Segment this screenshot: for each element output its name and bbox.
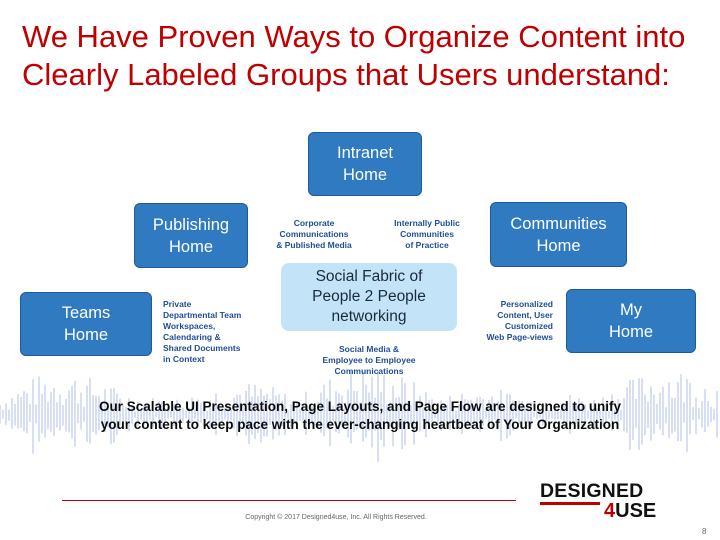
note-private-line: Workspaces, [163, 321, 216, 331]
logo-use: USE [615, 500, 657, 522]
note-social-media [305, 344, 433, 377]
note-private-line: Calendaring & [163, 332, 221, 342]
publishing-line-1: Publishing [152, 215, 230, 234]
note-social-media-line: Social Media & [339, 344, 399, 354]
teams-line-1: Teams [61, 304, 111, 322]
social-line-3: networking [331, 308, 407, 325]
publishing-home-box [134, 203, 248, 268]
slide-title [22, 18, 712, 94]
logo-word-4use [604, 500, 656, 523]
note-personalized-line: Personalized [500, 299, 553, 309]
note-personalized-line: Content, User [497, 310, 553, 320]
note-internally-line: Communities [400, 229, 454, 239]
tagline-line-2: your content to keep pace with the ever-changing heartbeat of Your Organization [100, 417, 620, 432]
page-number: 8 [702, 527, 707, 536]
social-line-1: Social Fabric of [315, 268, 423, 285]
note-private [163, 299, 263, 365]
note-internally-public [375, 218, 479, 251]
publishing-line-2: Home [168, 237, 213, 256]
communities-home-box [490, 202, 627, 267]
my-line-1: My [619, 301, 642, 319]
note-private-line: Departmental Team [163, 310, 242, 320]
note-private-line: Private [163, 299, 192, 309]
communities-line-2: Home [536, 236, 581, 255]
tagline [0, 398, 720, 434]
communities-line-1: Communities [510, 214, 607, 233]
note-personalized-line: Web Page-views [486, 332, 553, 342]
intranet-home-box [308, 132, 422, 196]
tagline-line-1: Our Scalable UI Presentation, Page Layouts, and Page Flow are designed to unify [98, 399, 622, 414]
my-line-2: Home [608, 323, 653, 341]
my-home-box [566, 289, 696, 353]
copyright-text: Copyright © 2017 Designed4use, Inc. All Rights Reserved. [245, 514, 427, 521]
note-internally-line: of Practice [405, 240, 449, 250]
logo-4: 4 [604, 500, 616, 522]
note-private-line: Shared Documents [163, 343, 241, 353]
note-corporate-line: & Published Media [276, 240, 352, 250]
note-personalized [466, 299, 553, 343]
teams-line-2: Home [63, 326, 108, 344]
social-fabric-box [281, 263, 457, 331]
logo-word-designed: DESIGNED [540, 480, 644, 502]
footer-divider [62, 500, 516, 501]
intranet-line-2: Home [342, 166, 387, 184]
social-line-2: People 2 People [312, 288, 426, 305]
note-social-media-line: Employee to Employee [322, 355, 416, 365]
note-internally-line: Internally Public [394, 218, 460, 228]
teams-home-box [20, 292, 152, 356]
note-social-media-line: Communications [334, 366, 404, 376]
note-private-line: in Context [163, 354, 205, 364]
title-line-1: We Have Proven Ways to Organize Content into [22, 19, 686, 54]
note-personalized-line: Customized [504, 321, 553, 331]
note-corporate-line: Corporate [293, 218, 335, 228]
designed4use-logo [540, 480, 678, 526]
intranet-line-1: Intranet [337, 144, 393, 162]
title-line-2: Clearly Labeled Groups that Users understand: [22, 57, 670, 92]
logo-red-bar [540, 502, 600, 505]
note-corporate-line: Communications [279, 229, 349, 239]
note-corporate [262, 218, 366, 251]
